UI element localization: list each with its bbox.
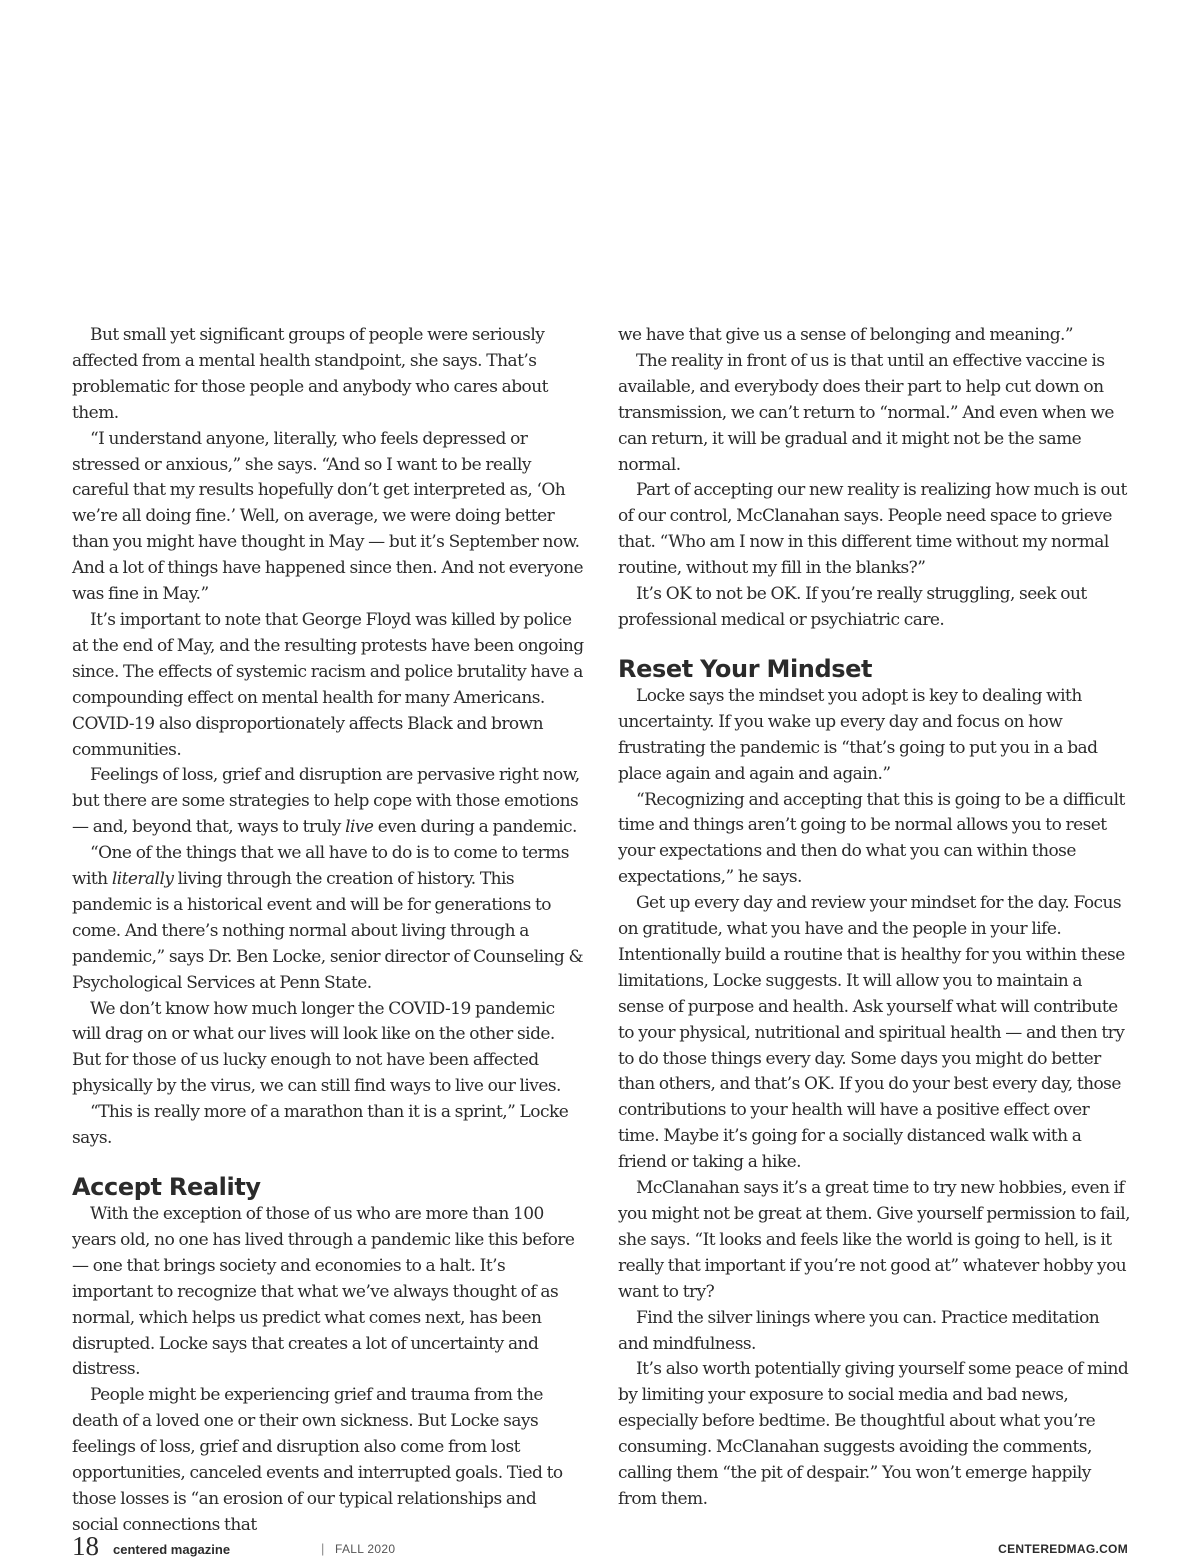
- paragraph: But small yet significant groups of people were seriously affected from a mental health standpoint, she says. That’s problematic for those people and anybody who cares about them.: [72, 325, 548, 423]
- paragraph: Locke says the mindset you adopt is key to dealing with uncertainty. If you wake up every day and focus on how frustrating the pandemic is “that’s going to put you in a bad place again and again and again.”: [618, 685, 1098, 784]
- footer-separator: |: [321, 1541, 325, 1556]
- paragraph: [72, 841, 584, 996]
- text-run: Feelings of loss, grief and disruption are pervasive right now, but there are some strategies to help cope with those emotions — and, beyond that, ways to truly: [72, 765, 580, 838]
- paragraph: Get up every day and review your mindset for the day. Focus on gratitude, what you have and the people in your life. Intentionally build a routine that is healthy for you within these limitations, Locke suggests. It will allow you to maintain a sense of purpose and health. Ask yourself what will contribute to your physical, nutritional and spiritual health — and then try to do those things every day. Some days you might do better than others, and that’s OK. If you do your best every day, those contributions to your health will have a positive effect over time. Maybe it’s going for a socially distanced walk with a friend or taking a hike.: [618, 893, 1125, 1173]
- text-run: “One of the things that we all have to do is to come to terms with: [72, 843, 569, 890]
- paragraph: The reality in front of us is that until an effective vaccine is available, and everybody does their part to help cut down on transmission, we can’t return to “normal.” And even when we can return, it will be gradual and it might not be the same normal.: [618, 350, 1114, 475]
- left-column: [72, 323, 584, 1539]
- paragraph: McClanahan says it’s a great time to try new hobbies, even if you might not be great at them. Give yourself permission to fail, she says. “It looks and feels like the world is going to hell, is it really that important if you’re not good at” whatever hobby you want to try?: [618, 1178, 1131, 1302]
- paragraph: We don’t know how much longer the COVID-19 pandemic will drag on or what our lives will look like on the other side. But for those of us lucky enough to not have been affected physically by the virus, we can still find ways to live our lives.: [72, 998, 561, 1097]
- paragraph: [72, 763, 584, 841]
- section-heading: Reset Your Mindset: [618, 654, 873, 683]
- right-column: [618, 323, 1130, 1513]
- paragraph: Find the silver linings where you can. Practice meditation and mindfulness.: [618, 1307, 1100, 1354]
- paragraph: With the exception of those of us who are more than 100 years old, no one has lived through a pandemic like this before — one that brings society and economies to a halt. It’s important to recognize that what we’ve always thought of as normal, which helps us predict what comes next, has been disrupted. Locke says that creates a lot of uncertainty and distress.: [72, 1204, 575, 1380]
- section-heading: Accept Reality: [72, 1173, 261, 1201]
- paragraph: “I understand anyone, literally, who feels depressed or stressed or anxious,” she says. “And so I want to be really careful that my results hopefully don’t get interpreted as, ‘Oh we’re all doing fine.’ Well, on average, we were doing better than you might have thought in May — but it’s September now. And a lot of things have happened since then. And not everyone was fine in May.”: [72, 428, 584, 605]
- paragraph: It’s OK to not be OK. If you’re really struggling, seek out professional medical or psychiatric care.: [618, 584, 1087, 630]
- text-run: living through the creation of history. This pandemic is a historical event and will be for generations to come. And there’s nothing normal about living through a pandemic,” says Dr. Ben Locke, senior director of Counseling & Psychological Services at Penn State.: [72, 869, 584, 993]
- paragraph: “Recognizing and accepting that this is going to be a difficult time and things aren’t going to be normal allows you to reset your expectations and then do what you can within those expectations,” he says.: [618, 789, 1125, 888]
- text-run: even during a pandemic.: [373, 817, 577, 838]
- paragraph: It’s also worth potentially giving yourself some peace of mind by limiting your exposure to social media and bad news, especially before bedtime. Be thoughtful about what you’re consuming. McClanahan suggests avoiding the comments, calling them “the pit of despair.” You won’t emerge happily from them.: [618, 1359, 1129, 1509]
- paragraph: we have that give us a sense of belonging and meaning.”: [618, 325, 1074, 345]
- page-number: 18: [72, 1531, 99, 1561]
- paragraph: Part of accepting our new reality is realizing how much is out of our control, McClanahan says. People need space to grieve that. “Who am I now in this different time without my normal routine, without my fill in the blanks?”: [618, 480, 1127, 579]
- magazine-name: centered magazine: [113, 1542, 231, 1557]
- issue-label: FALL 2020: [335, 1542, 396, 1556]
- website-url: CENTEREDMAG.COM: [998, 1542, 1128, 1556]
- paragraph: People might be experiencing grief and trauma from the death of a loved one or their own sickness. But Locke says feelings of loss, grief and disruption also come from lost opportunities, canceled events and interrupted goals. Tied to those losses is “an erosion of our typical relationships and social connections that: [72, 1385, 563, 1535]
- paragraph: “This is really more of a marathon than it is a sprint,” Locke says.: [72, 1102, 569, 1149]
- emphasis: live: [345, 817, 374, 838]
- page-footer: [72, 1530, 1128, 1566]
- emphasis: literally: [111, 869, 174, 890]
- paragraph: It’s important to note that George Floyd was killed by police at the end of May, and the resulting protests have been ongoing since. The effects of systemic racism and police brutality have a compounding effect on mental health for many Americans. COVID-19 also disproportionately affects Black and brown communities.: [72, 609, 584, 760]
